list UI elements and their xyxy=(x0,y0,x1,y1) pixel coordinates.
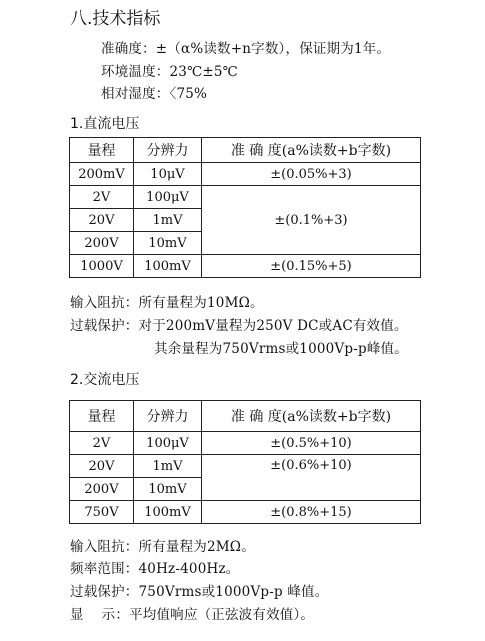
ac-display-mode: 显 示：平均值响应（正弦波有效值）。 xyxy=(70,607,315,623)
accuracy-spec: 准确度：±（α%读数+n字数），保证期为1年。 xyxy=(101,41,391,57)
range-cell: 2V xyxy=(70,186,134,209)
dc-overload-other-ranges: 其余量程为750Vrms或1000Vp-p峰值。 xyxy=(154,341,408,357)
table-header-row xyxy=(70,138,421,163)
header-accuracy: 准 确 度(a%读数+b字数) xyxy=(202,138,421,163)
resolution-cell: 1mV xyxy=(134,455,202,478)
header-range: 量程 xyxy=(70,138,134,163)
table-header-row xyxy=(70,401,421,432)
resolution-cell: 100mV xyxy=(134,501,202,524)
range-cell: 1000V xyxy=(70,255,134,278)
accuracy-cell: ±(0.1%+3) xyxy=(202,186,421,255)
resolution-cell: 100μV xyxy=(134,432,202,455)
dc-voltage-table xyxy=(69,137,421,278)
temperature-spec: 环境温度：23℃±5℃ xyxy=(101,64,238,80)
resolution-cell: 10μV xyxy=(134,163,202,186)
table-row xyxy=(70,186,421,209)
range-cell: 200V xyxy=(70,478,134,501)
resolution-cell: 10mV xyxy=(134,232,202,255)
range-cell: 200V xyxy=(70,232,134,255)
header-accuracy: 准 确 度(a%读数+b字数) xyxy=(202,401,421,432)
accuracy-cell: ±(0.8%+15) xyxy=(202,501,421,524)
dc-voltage-title: 1.直流电压 xyxy=(70,116,140,132)
resolution-cell: 1mV xyxy=(134,209,202,232)
accuracy-cell: ±(0.5%+10) xyxy=(202,432,421,455)
ac-voltage-title: 2.交流电压 xyxy=(70,372,140,388)
accuracy-cell: ±(0.6%+10) xyxy=(202,455,421,501)
ac-input-impedance: 输入阻抗：所有量程为2MΩ。 xyxy=(70,539,255,555)
accuracy-cell: ±(0.15%+5) xyxy=(202,255,421,278)
ac-frequency-range: 频率范围：40Hz-400Hz。 xyxy=(70,561,240,577)
table-row xyxy=(70,455,421,478)
resolution-cell: 100mV xyxy=(134,255,202,278)
table-row xyxy=(70,255,421,278)
ac-voltage-table xyxy=(69,400,421,524)
range-cell: 20V xyxy=(70,455,134,478)
table-row xyxy=(70,432,421,455)
accuracy-cell: ±(0.05%+3) xyxy=(202,163,421,186)
table-row xyxy=(70,501,421,524)
header-resolution: 分辨力 xyxy=(134,138,202,163)
range-cell: 20V xyxy=(70,209,134,232)
range-cell: 2V xyxy=(70,432,134,455)
range-cell: 750V xyxy=(70,501,134,524)
table-row xyxy=(70,163,421,186)
section-title: 八.技术指标 xyxy=(70,9,161,29)
header-range: 量程 xyxy=(70,401,134,432)
range-cell: 200mV xyxy=(70,163,134,186)
header-resolution: 分辨力 xyxy=(134,401,202,432)
dc-overload-protection: 过载保护：对于200mV量程为250V DC或AC有效值。 xyxy=(70,318,408,334)
dc-input-impedance: 输入阻抗：所有量程为10MΩ。 xyxy=(70,295,264,311)
resolution-cell: 100μV xyxy=(134,186,202,209)
ac-overload-protection: 过载保护：750Vrms或1000Vp-p 峰值。 xyxy=(70,584,329,600)
humidity-spec: 相对湿度：〈75% xyxy=(101,86,208,102)
resolution-cell: 10mV xyxy=(134,478,202,501)
